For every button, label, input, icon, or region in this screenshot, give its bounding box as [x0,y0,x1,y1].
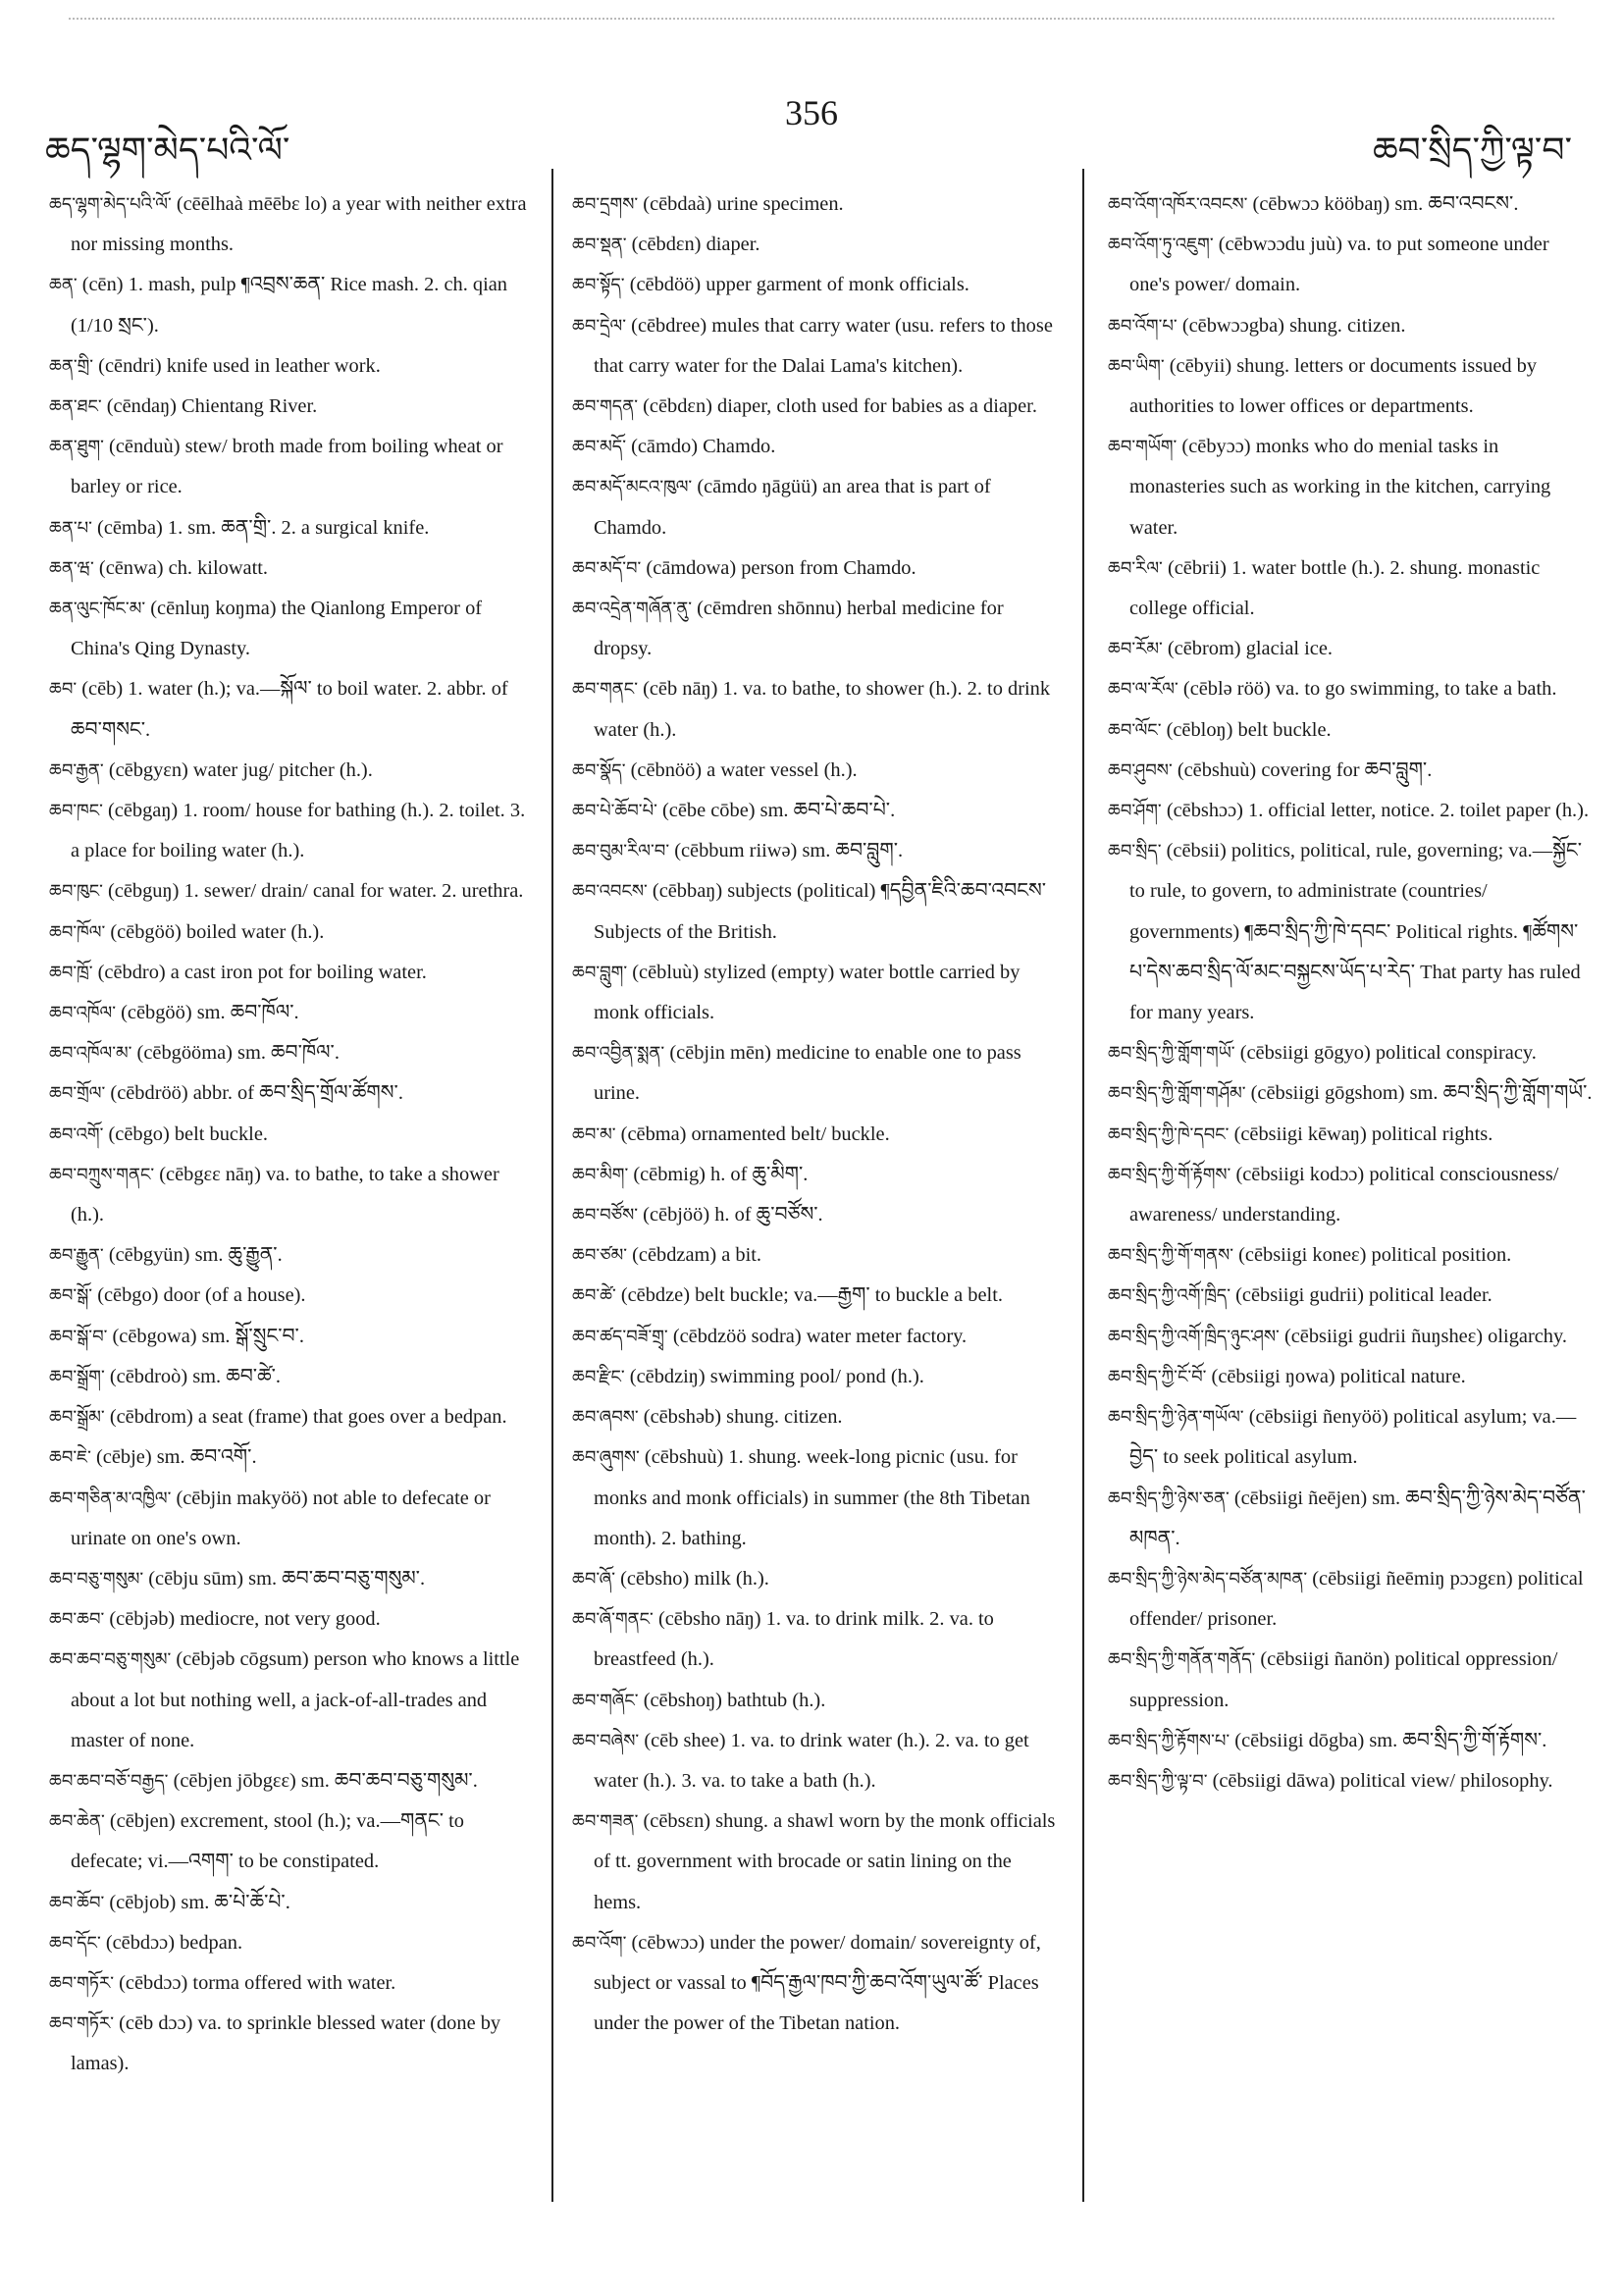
entry-headword: ཆབ་འཁོལ་མ་ [49,1043,132,1065]
entry-definition: (cēbgyün) sm. ཆུ་རྒྱུན་. [108,1244,283,1267]
dictionary-entry [1108,1317,1594,1357]
entry-definition: (cēbdrom) a seat (frame) that goes over a bedpan. [109,1406,507,1429]
dictionary-entry [49,751,530,791]
dictionary-entry [49,1479,530,1559]
entry-headword: ཆབ་སྲིད་ཀྱི་ཁེ་དབང་ [1108,1123,1230,1145]
dictionary-entry [49,871,530,912]
dictionary-entry [572,871,1058,952]
entry-headword: ཆད་ལྷག་མེད་པའི་ལོ་ [49,194,172,215]
entry-headword: ཆབ་སྲིད་ཀྱི་ལྟ་བ་ [1108,1770,1208,1792]
entry-definition: (cēbsεn) shung. a shawl worn by the monk officials of tt. government with brocade or satin lining on the hems. [594,1810,1056,1913]
entry-headword: ཆན་ཐང་ [49,396,102,418]
dictionary-entry [49,1115,530,1155]
entry-definition: (cēbjöö) h. of ཆུ་བཙོས་. [643,1204,823,1226]
entry-headword: ཆབ་གཏོར་ [49,1972,115,1994]
entry-definition: (cēbsiigi gōgyo) political conspiracy. [1239,1042,1537,1065]
entry-definition: (cēbsiigi ñanön) political oppression/ suppression. [1129,1648,1558,1711]
entry-definition: (cēbsiigi gōgshom) sm. ཆབ་སྲིད་ཀྱི་གློག་གཡོ་. [1250,1082,1593,1105]
entry-headword: ཆབ་ཚད་བཟོ་གྲྭ་ [572,1326,668,1347]
dictionary-entry [49,1397,530,1437]
entry-definition: (cēbjəb cōgsum) person who knows a little about a lot but nothing well, a jack-of-all-trades and master of none. [71,1648,520,1751]
entry-definition: (cēbsiigi kēwaŋ) political rights. [1233,1122,1493,1145]
entry-definition: (cēbdröö) abbr. of ཆབ་སྲིད་གྲོལ་ཚོགས་. [110,1082,403,1105]
dictionary-entry [49,993,530,1033]
entry-headword: ཆབ་སྲིད་ཀྱི་ངོ་བོ་ [1108,1366,1207,1387]
entry-headword: ཆབ་འོག་ [572,1932,627,1954]
dictionary-entry [49,1317,530,1357]
entry-definition: (cēnluŋ koŋma) the Qianlong Emperor of China's Qing Dynasty. [71,598,483,660]
dictionary-entry [572,1437,1058,1559]
entry-definition: (cēbdree) mules that carry water (usu. refers to those that carry water for the Dalai Lama's kitchen). [594,314,1053,377]
dictionary-entry [1108,710,1594,751]
entry-definition: (cēbsiigi kodɔɔ) political consciousness/ awareness/ understanding. [1129,1163,1559,1226]
entry-headword: ཆབ་མདོ་བ་ [572,557,642,579]
entry-definition: (cēbnöö) a water vessel (h.). [630,758,858,781]
entry-definition: (cēb shee) 1. va. to drink water (h.). 2. va. to get water (h.). 3. va. to take a bath (h.). [594,1729,1029,1792]
entry-definition: (cēbsho nāŋ) 1. va. to drink milk. 2. va. to breastfeed (h.). [594,1608,994,1671]
dictionary-entry [49,1155,530,1235]
dictionary-entry [1108,751,1594,791]
dictionary-entry [572,1235,1058,1276]
dictionary-entry [572,751,1058,791]
entry-headword: ཆབ་ཆེན་ [49,1811,105,1833]
entry-headword: ཆབ་དོང་ [49,1932,101,1954]
dictionary-entry [1108,831,1594,1033]
scan-top-edge [69,18,1554,20]
entry-headword: ཆན་ཝ་ [49,557,94,579]
dictionary-entry [49,1883,530,1923]
dictionary-entry [572,1033,1058,1114]
entry-definition: (cēbyii) shung. letters or documents issued by authorities to lower offices or departments. [1129,354,1538,418]
dictionary-entry [572,791,1058,831]
entry-definition: (cēbshuù) covering for ཆབ་བླུག་. [1177,758,1433,781]
dictionary-entry [49,2004,530,2084]
dictionary-entry [572,1357,1058,1397]
dictionary-entry [49,913,530,953]
entry-definition: (cēb dɔɔ) va. to sprinkle blessed water (done by lamas). [71,2012,501,2075]
entry-definition: (cēbdziŋ) swimming pool/ pond (h.). [629,1365,924,1387]
entry-headword: ཆན་ [49,275,78,296]
entry-definition: (cēbgo) belt buckle. [108,1122,268,1145]
entry-headword: ཆབ་ཆབ་ [49,1609,105,1631]
entry-definition: (cēbshuù) 1. shung. week-long picnic (usu. for monks and monk officials) in summer (the 8th Tibetan month). 2. bathing. [594,1446,1030,1549]
dictionary-entry [572,589,1058,669]
entry-definition: (cēbgyεn) water jug/ pitcher (h.). [108,758,373,781]
dictionary-entry [49,346,530,387]
entry-headword: ཆབ་སྲིད་ཀྱི་གློག་གཡོ་ [1108,1043,1235,1065]
entry-headword: ཆན་གྲི་ [49,355,94,377]
entry-headword: ཆབ་ཁྲོ་ [49,962,93,983]
entry-definition: (cēbwɔɔgba) shung. citizen. [1181,314,1406,337]
entry-definition: (cēbsiigi gudrii) political leader. [1235,1284,1492,1307]
entry-headword: ཆབ་སྣོད་ [572,759,626,781]
dictionary-entry [49,387,530,427]
dictionary-entry [49,1761,530,1801]
entry-headword: ཆབ་གཡོག་ [1108,437,1178,458]
entry-definition: (cēbdɔɔ) bedpan. [105,1931,243,1954]
entry-headword: ཆབ་མདོ་མངའ་ཁུལ་ [572,477,693,498]
entry-headword: ཆབ་རྒྱུན་ [49,1245,104,1267]
entry-definition: (cēbbum riiwə) sm. ཆབ་བླུག་. [674,840,904,862]
entry-headword: ཆབ་གྲོལ་ [49,1083,106,1105]
dictionary-entry [1108,1640,1594,1720]
entry-headword: ཆབ་ཞོ་ [572,1568,615,1590]
entry-definition: (cēbgöö) sm. ཆབ་ཁོལ་. [121,1002,299,1024]
entry-definition: (cēb nāŋ) 1. va. to bathe, to shower (h.). 2. to drink water (h.). [594,678,1051,741]
entry-definition: (cēbjin makyöö) not able to defecate or urinate on one's own. [71,1487,491,1549]
dictionary-entry [572,669,1058,750]
entry-definition: (cēbwɔɔdu juù) va. to put someone under one's power/ domain. [1129,234,1549,296]
entry-definition: (cēēlhaà mēēbε lo) a year with neither extra nor missing months. [71,193,527,256]
dictionary-entry [49,184,530,265]
entry-definition: (cēbsiigi ñeējen) sm. ཆབ་སྲིད་ཀྱི་ཉེས་མེད་བཙོན་མཁན་. [1129,1487,1586,1549]
entry-definition: (cēbgowa) sm. སྒོ་སྲུང་བ་. [112,1325,304,1347]
running-head-right: ཆབ་སྲིད་ཀྱི་ལྟ་བ་ [1373,130,1572,170]
entry-headword: ཆབ་མིག་ [572,1164,629,1185]
entry-headword: ཆབ་ཙམ་ [572,1245,627,1267]
dictionary-entry [1108,1559,1594,1640]
entry-definition: (cēnwa) ch. kilowatt. [98,556,269,579]
dictionary-entry [1108,1235,1594,1276]
column-divider [1082,169,1084,2202]
entry-headword: ཆབ་ཡིག་ [1108,355,1165,377]
dictionary-entry [1108,1357,1594,1397]
dictionary-entry [1108,1761,1594,1801]
dictionary-entry [49,1033,530,1073]
dictionary-entry [572,225,1058,265]
entry-definition: (cēbsiigi koneε) political position. [1238,1244,1512,1267]
entry-headword: ཆབ་སྲིད་ [1108,841,1162,862]
dictionary-entry [1108,1033,1594,1073]
dictionary-entry [49,508,530,548]
entry-headword: ཆབ་བླུག་ [572,962,628,983]
entry-definition: (cēmdren shōnnu) herbal medicine for dropsy. [594,598,1004,660]
dictionary-entry [572,1923,1058,2045]
entry-headword: ཆབ་ཚེ་ [572,1285,616,1307]
entry-headword: ཆབ་སྒོ་བ་ [49,1326,108,1347]
entry-definition: (cēbluù) stylized (empty) water bottle carried by monk officials. [594,961,1021,1024]
entry-definition: (cēbsii) politics, political, rule, governing; va.—སྐྱོང་ to rule, to govern, to administrate (countries/ governments) ¶ཆབ་སྲིད་ཀྱི་ཁེ་དབང་ Political rights. ¶ཚོགས་པ་དེས་ཆབ་སྲིད་ལོ་མང་བསྐྱངས་ཡོད་པ་རེད་ That party has ruled for many years. [1129,840,1582,1024]
dictionary-entry [572,1276,1058,1316]
entry-definition: (cēbdöö) upper garment of monk officials. [629,274,969,296]
dictionary-entry [49,1357,530,1397]
dictionary-entry [49,1963,530,2004]
dictionary-entry [1108,427,1594,548]
entry-headword: ཆབ་རོམ་ [1108,639,1163,660]
entry-headword: ཆབ་ཆབ་བཅོ་བརྒྱད་ [49,1770,169,1792]
dictionary-entry [49,548,530,589]
dictionary-entry [1108,1276,1594,1316]
entry-definition: (cāmdo ŋāgüü) an area that is part of Chamdo. [594,476,991,539]
entry-definition: (cēb) 1. water (h.); va.—སྐོལ་ to boil water. 2. abbr. of ཆབ་གསང་. [71,678,508,741]
entry-definition: (cēbsiigi dāwa) political view/ philosophy. [1212,1769,1553,1792]
dictionary-entry [1108,548,1594,629]
entry-headword: ཆབ་གཞོང་ [572,1690,639,1711]
entry-headword: ཆབ་མདོ་ [572,437,626,458]
entry-definition: (cēbdεn) diaper. [631,234,760,256]
dictionary-entry [572,1195,1058,1235]
entry-definition: (cēbsiigi dōgba) sm. ཆབ་སྲིད་ཀྱི་གོ་རྟོགས་. [1234,1729,1547,1751]
dictionary-entry [49,1559,530,1599]
entry-headword: ཆབ་སྲིད་ཀྱི་འགོ་ཁྲིད་ [1108,1285,1230,1307]
dictionary-entry [572,1397,1058,1437]
entry-definition: (cēbjin mēn) medicine to enable one to pass urine. [594,1042,1021,1105]
entry-headword: ཆབ་སྲིད་ཀྱི་གོ་གནས་ [1108,1245,1233,1267]
entry-definition: (cēbma) ornamented belt/ buckle. [620,1122,890,1145]
entry-headword: ཆབ་འདྲེན་གཞོན་ནུ་ [572,599,692,620]
dictionary-entry [1108,1397,1594,1478]
entry-headword: ཆབ་གཅིན་མ་འཁྱིལ་ [49,1487,172,1509]
entry-headword: ཆབ་སྒྲོམ་ [49,1407,105,1429]
entry-definition: (cēbsho) milk (h.). [620,1567,769,1590]
entry-headword: ཆབ་སྲིད་ཀྱི་གོ་རྟོགས་ [1108,1164,1231,1185]
dictionary-entry [1108,669,1594,709]
entry-definition: (cāmdowa) person from Chamdo. [646,556,916,579]
entry-headword: ཆབ་ [49,679,78,701]
page-number: 356 [785,93,838,132]
entry-definition: (cēbgo) door (of a house). [97,1284,306,1307]
entry-definition: (cēbsiigi gudrii ñuŋsheε) oligarchy. [1283,1325,1567,1347]
entry-headword: ཆབ་ལ་རོལ་ [1108,679,1178,701]
dictionary-entry [572,1681,1058,1721]
entry-definition: (cēbwɔɔ kööbaŋ) sm. ཆབ་འབངས་. [1252,193,1519,215]
entry-definition: (cēbsiigi ŋowa) political nature. [1211,1365,1466,1387]
entry-definition: (cēbju sūm) sm. ཆབ་ཆབ་བཅུ་གསུམ་. [148,1567,426,1590]
entry-headword: ཆབ་བཙོས་ [572,1205,639,1226]
dictionary-entry [572,427,1058,467]
dictionary-entry [572,1155,1058,1195]
dictionary-entry [49,791,530,871]
entry-definition: (cēbdɔɔ) torma offered with water. [119,1971,396,1994]
dictionary-entry [572,184,1058,225]
dictionary-entry [49,1640,530,1761]
entry-headword: ཆབ་བུམ་རིལ་བ་ [572,841,670,862]
entry-headword: ཆབ་ཁུང་ [49,881,103,903]
entry-definition: (cēbgööma) sm. ཆབ་ཁོལ་. [136,1042,340,1065]
entry-headword: ཆབ་འབངས་ [572,881,648,903]
entry-headword: ཆན་ཐུག་ [49,437,104,458]
entry-headword: ཆབ་འོག་པ་ [1108,315,1178,337]
dictionary-entry [572,306,1058,387]
entry-headword: ཆབ་བཞེས་ [572,1730,640,1751]
dictionary-entry [49,1599,530,1640]
dictionary-entry [49,265,530,345]
dictionary-entry [49,427,530,507]
entry-definition: (cēbyɔɔ) monks who do menial tasks in monasteries such as working in the kitchen, carrying water. [1129,436,1551,539]
dictionary-entry [49,589,530,669]
entry-definition: (cēbshəb) shung. citizen. [643,1406,843,1429]
entry-headword: ཆབ་འོག་ཏུ་འཇུག་ [1108,235,1214,256]
entry-headword: ཆབ་འོག་འཁོར་འབངས་ [1108,194,1248,215]
entry-headword: ཆབ་ཞོ་གནང་ [572,1609,654,1631]
dictionary-entry [1108,1155,1594,1235]
entry-headword: ཆབ་འབྱིན་སྨན་ [572,1043,665,1065]
entry-headword: ཆབ་སྲིད་ཀྱི་ཉེས་མེད་བཙོན་མཁན་ [1108,1568,1308,1590]
entry-definition: (cēbshoŋ) bathtub (h.). [643,1689,826,1711]
entry-definition: (cēbdzöö sodra) water meter factory. [672,1325,968,1347]
dictionary-entry [1108,306,1594,346]
entry-headword: ཆབ་ཁང་ [49,801,103,822]
entry-headword: ཆབ་ཆོབ་ [49,1892,105,1913]
entry-definition: (cēndaŋ) Chientang River. [106,395,318,418]
dictionary-entry [572,467,1058,548]
dictionary-entry [49,1923,530,1963]
entry-definition: (cēbjob) sm. ཆ་པེ་ཆོ་པེ་. [109,1891,290,1913]
entry-definition: (cēbjen) excrement, stool (h.); va.—གནང་ to defecate; vi.—འགག་ to be constipated. [71,1810,464,1873]
entry-headword: ཆབ་སྒོ་ [49,1285,93,1307]
dictionary-entry [572,831,1058,871]
entry-headword: ཆབ་རྒྱན་ [49,759,104,781]
dictionary-entry [572,265,1058,305]
dictionary-entry [572,1559,1058,1599]
entry-headword: ཆབ་མ་ [572,1123,616,1145]
dictionary-entry [1108,184,1594,225]
dictionary-entry [1108,346,1594,427]
entry-headword: ཆབ་འཁོལ་ [49,1003,117,1024]
entry-definition: (cēbdaà) urine specimen. [643,193,844,215]
entry-definition: (cēbgöö) boiled water (h.). [110,920,325,943]
entry-definition: (cēblə röö) va. to go swimming, to take a bath. [1182,678,1557,701]
entry-headword: ཆབ་ཤུབས་ [1108,759,1173,781]
dictionary-entry [49,1073,530,1114]
entry-definition: (cēmba) 1. sm. ཆན་གྲི་. 2. a surgical knife. [97,516,430,539]
entry-headword: ཆབ་སྲིད་ཀྱི་ཉེས་ཅན་ [1108,1487,1230,1509]
entry-definition: (cēn) 1. mash, pulp ¶འབྲས་ཆན་ Rice mash. 2. ch. qian (1/10 སྲང་). [71,274,508,337]
entry-definition: (cēbgεε nāŋ) va. to bathe, to take a shower (h.). [71,1163,499,1226]
entry-headword: ཆབ་སྲིད་ཀྱི་གློག་གཤོམ་ [1108,1083,1246,1105]
dictionary-entry [1108,629,1594,669]
entry-definition: (cēbsiigi ñenyöö) political asylum; va.—བྱེད་ to seek political asylum. [1129,1406,1577,1469]
dictionary-entry [1108,791,1594,831]
dictionary-entry [572,1721,1058,1801]
dictionary-entry [49,1437,530,1478]
entry-headword: ཆབ་སྟོད་ [572,275,625,296]
dictionary-entry [1108,1721,1594,1761]
entry-headword: ཆབ་སྲིད་ཀྱི་འགོ་ཁྲིད་ཉུང་ཤས་ [1108,1326,1280,1347]
entry-definition: (cēbdro) a cast iron pot for boiling water. [97,961,427,983]
running-head-left: ཆད་ལྷག་མེད་པའི་ལོ་ [45,130,290,170]
dictionary-column-1 [49,184,530,2085]
entry-headword: ཆབ་གཏོར་ [49,2013,115,2035]
dictionary-entry [1108,225,1594,305]
entry-definition: (cēbbaŋ) subjects (political) ¶དབྱིན་ཇིའི་ཆབ་འབངས་ Subjects of the British. [594,880,1047,943]
entry-headword: ཆབ་པེ་ཆོབ་པེ་ [572,801,657,822]
dictionary-entry [49,953,530,993]
dictionary-entry [572,1317,1058,1357]
entry-headword: ཆབ་གཟན་ [572,1811,639,1833]
entry-definition: (cēbdzam) a bit. [632,1244,762,1267]
entry-headword: ཆབ་དྲེལ་ [572,315,627,337]
dictionary-entry [49,1276,530,1316]
dictionary-entry [49,669,530,750]
entry-headword: ཆབ་ཁོལ་ [49,921,106,943]
dictionary-entry [572,1599,1058,1680]
entry-definition: (cēbgaŋ) 1. room/ house for bathing (h.). 2. toilet. 3. a place for boiling water (h.). [71,800,526,862]
dictionary-entry [49,1235,530,1276]
entry-definition: (cēbshɔɔ) 1. official letter, notice. 2. toilet paper (h.). [1166,800,1590,822]
entry-definition: (cēndri) knife used in leather work. [98,354,381,377]
entry-definition: (cēbsiigi ñeēmiŋ pɔɔgεn) political offender/ prisoner. [1129,1567,1584,1631]
entry-definition: (cēbwɔɔ) under the power/ domain/ sovereignty of, subject or vassal to ¶བོད་རྒྱལ་ཁབ་ཀྱི་ཆབ་འོག་ཡུལ་ཚོ་ Places under the power of the Tibetan nation. [594,1931,1041,2035]
entry-headword: ཆབ་ཤོག་ [1108,801,1162,822]
entry-headword: ཆབ་བཀྲུས་གནང་ [49,1164,155,1185]
entry-definition: (cēbmig) h. of ཆུ་མིག་. [633,1163,809,1185]
entry-definition: (cēbe cōbe) sm. ཆབ་པེ་ཆབ་པེ་. [662,800,896,822]
dictionary-entry [572,387,1058,427]
entry-headword: ཆན་ལུང་ཁོང་མ་ [49,599,146,620]
dictionary-entry [572,953,1058,1033]
dictionary-entry [572,548,1058,589]
entry-headword: ཆབ་ཞུགས་ [572,1447,640,1469]
entry-definition: (cāmdo) Chamdo. [631,436,776,458]
entry-definition: (cēbloŋ) belt buckle. [1166,718,1332,741]
entry-headword: ཆབ་གདན་ [572,396,639,418]
entry-headword: ཆབ་ཆབ་བཅུ་གསུམ་ [49,1649,172,1671]
entry-definition: (cēbrii) 1. water bottle (h.). 2. shung. monastic college official. [1129,556,1541,620]
dictionary-entry [572,1115,1058,1155]
entry-headword: ཆབ་རིལ་ [1108,557,1163,579]
entry-headword: ཆབ་ཇེ་ [49,1447,91,1469]
dictionary-entry [1108,1115,1594,1155]
entry-definition: (cēbguŋ) 1. sewer/ drain/ canal for water. 2. urethra. [108,880,524,903]
entry-headword: ཆབ་སྲིད་ཀྱི་རྟོགས་པ་ [1108,1730,1230,1751]
entry-headword: ཆབ་ལོང་ [1108,719,1162,741]
dictionary-column-3 [1108,184,1594,1801]
entry-headword: ཆབ་གནང་ [572,679,638,701]
entry-headword: ཆབ་བཅུ་གསུམ་ [49,1568,144,1590]
entry-headword: ཆབ་དྲགས་ [572,194,639,215]
dictionary-entry [49,1801,530,1882]
dictionary-column-2 [572,184,1058,2044]
dictionary-entry [1108,1479,1594,1559]
entry-definition: (cēbje) sm. ཆབ་འགོ་. [96,1446,257,1469]
entry-definition: (cēbdze) belt buckle; va.—རྒྱག་ to buckle a belt. [620,1284,1003,1307]
entry-definition: (cēbrom) glacial ice. [1167,638,1333,660]
entry-headword: ཆབ་སྲིད་ཀྱི་ཉེན་གཡོལ་ [1108,1407,1244,1429]
entry-definition: (cēbdεn) diaper, cloth used for babies as a diaper. [643,395,1037,418]
entry-definition: (cēbdroò) sm. ཆབ་ཚེ་. [109,1365,281,1387]
entry-headword: ཆབ་འགོ་ [49,1123,104,1145]
entry-definition: (cēbjen jōbgεε) sm. ཆབ་ཆབ་བཅུ་གསུམ་. [173,1769,478,1792]
dictionary-entry [572,1801,1058,1923]
entry-headword: ཆབ་སྡན་ [572,235,627,256]
entry-definition: (cēnduù) stew/ broth made from boiling wheat or barley or rice. [71,436,503,498]
entry-headword: ཆབ་སྲིད་ཀྱི་གནོན་གནོད་ [1108,1649,1256,1671]
entry-headword: ཆབ་སྒྲོག་ [49,1366,105,1387]
dictionary-entry [1108,1073,1594,1114]
entry-headword: ཆན་པ་ [49,517,92,539]
entry-headword: ཆབ་རྫིང་ [572,1366,625,1387]
entry-definition: (cēbjəb) mediocre, not very good. [109,1608,381,1631]
column-divider [551,169,553,2202]
entry-headword: ཆབ་ཞབས་ [572,1407,639,1429]
